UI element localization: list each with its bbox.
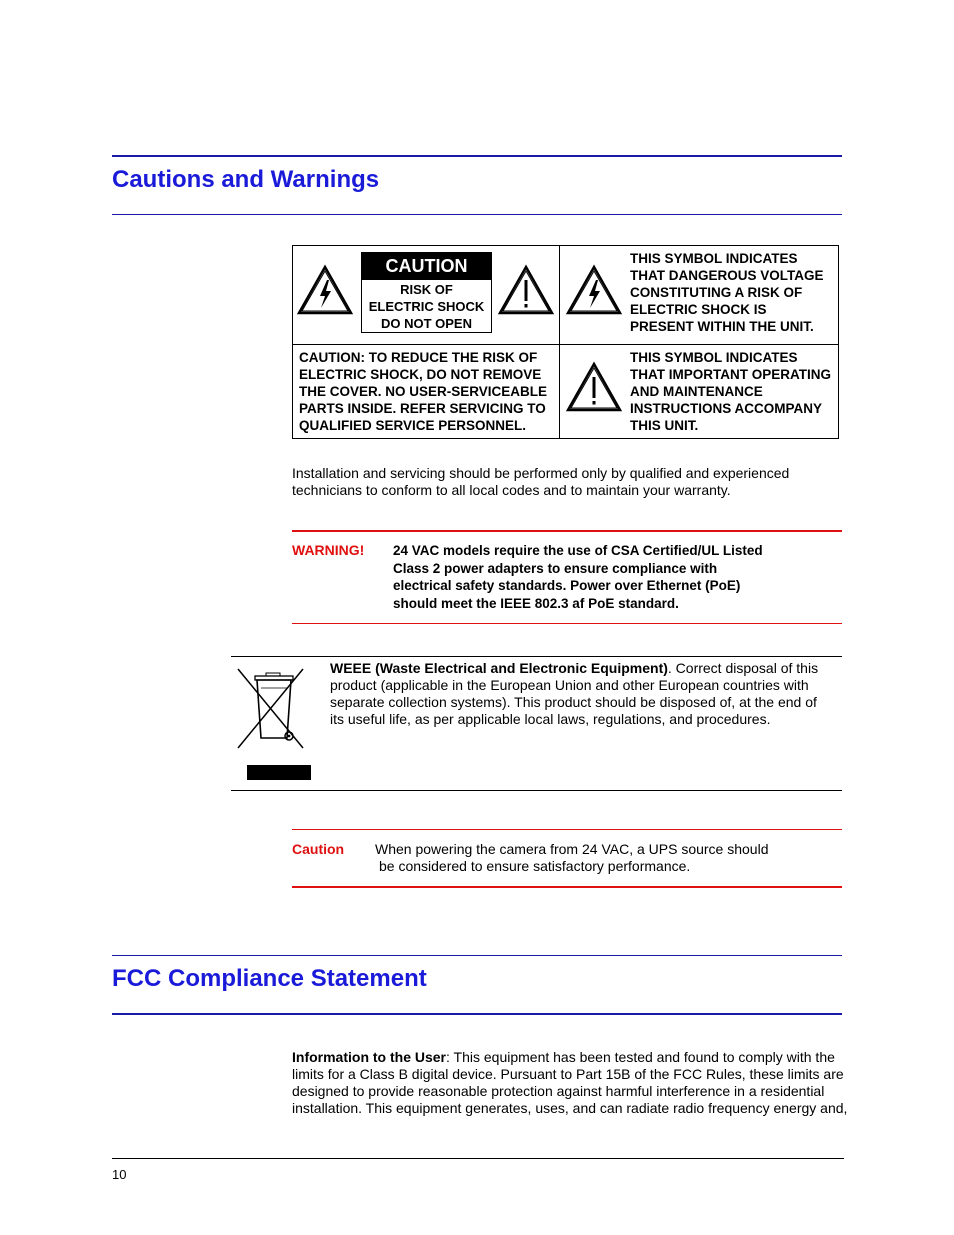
exclamation-symbol-icon — [565, 361, 623, 413]
crossed-out-bin-icon — [235, 664, 315, 782]
warning-bottom-rule — [292, 623, 842, 624]
caution-note-line1: When powering the camera from 24 VAC, a UPS source should — [375, 841, 769, 857]
section-title-fcc: FCC Compliance Statement — [112, 965, 427, 992]
section-title-cautions: Cautions and Warnings — [112, 166, 380, 193]
caution-bottom-rule — [292, 886, 842, 888]
instructions-symbol-text: THIS SYMBOL INDICATES THAT IMPORTANT OPERATING AND MAINTENANCE INSTRUCTIONS ACCOMPANY THIS UNIT. — [630, 350, 831, 433]
caution-line: RISK OF — [400, 282, 453, 297]
reduce-risk-text: CAUTION: TO REDUCE THE RISK OF ELECTRIC SHOCK, DO NOT REMOVE THE COVER. NO USER-SERVICEABLE PARTS INSIDE. REFER SERVICING TO QUALIFIED SERVICE PERSONNEL. — [299, 350, 548, 433]
warning-top-rule — [292, 530, 842, 532]
caution-line: ELECTRIC SHOCK — [368, 299, 485, 314]
warning-label: WARNING! — [292, 542, 365, 558]
warning-text: 24 VAC models require the use of CSA Certified/UL Listed Class 2 power adapters to ensure compliance with electrical safety standards. Power over Ethernet (PoE) should meet the IEEE 802.3 af PoE standard. — [393, 543, 763, 611]
safety-symbols-table — [292, 245, 839, 439]
weee-paragraph: WEEE (Waste Electrical and Electronic Equipment). Correct disposal of this product (applicable in the European Union and other European countries with separate collection systems). This product should be disposed of, at the end of its useful life, as per applicable local laws, regulations, and procedures. — [330, 660, 819, 727]
footer-rule — [112, 1158, 844, 1159]
fcc-top-rule — [112, 955, 842, 956]
caution-note-label: Caution — [292, 841, 345, 857]
weee-bottom-rule — [231, 790, 842, 791]
weee-top-rule — [231, 656, 842, 657]
caution-heading: CAUTION — [362, 253, 491, 280]
page-number: 10 — [112, 1167, 127, 1182]
installation-paragraph: Installation and servicing should be performed only by qualified and experienced technicians to conform to all local codes and to maintain your warranty. — [292, 465, 790, 498]
caution-line: DO NOT OPEN — [380, 316, 472, 331]
section-top-rule — [112, 155, 842, 157]
caution-label-box — [361, 252, 492, 333]
fcc-bottom-rule — [112, 1013, 842, 1015]
lightning-warning-icon — [296, 264, 354, 316]
caution-top-rule — [292, 829, 842, 830]
fcc-lead: Information to the User — [292, 1049, 447, 1065]
lightning-symbol-icon — [565, 264, 623, 316]
voltage-symbol-text: THIS SYMBOL INDICATES THAT DANGEROUS VOLTAGE CONSTITUTING A RISK OF ELECTRIC SHOCK IS PRESENT WITHIN THE UNIT. — [630, 251, 824, 334]
caution-note-line2: be considered to ensure satisfactory performance. — [379, 858, 691, 874]
fcc-paragraph: Information to the User: This equipment has been tested and found to comply with the limits for a Class B digital device. Pursuant to Part 15B of the FCC Rules, these limits are designed to provide reasonable protection against harmful interference in a residential installation. This equipment generates, uses, and can radiate radio frequency energy and, — [292, 1049, 848, 1116]
weee-heading: WEEE (Waste Electrical and Electronic Equipment) — [330, 660, 668, 676]
exclamation-warning-icon — [497, 264, 555, 316]
section-bottom-rule — [112, 214, 842, 215]
